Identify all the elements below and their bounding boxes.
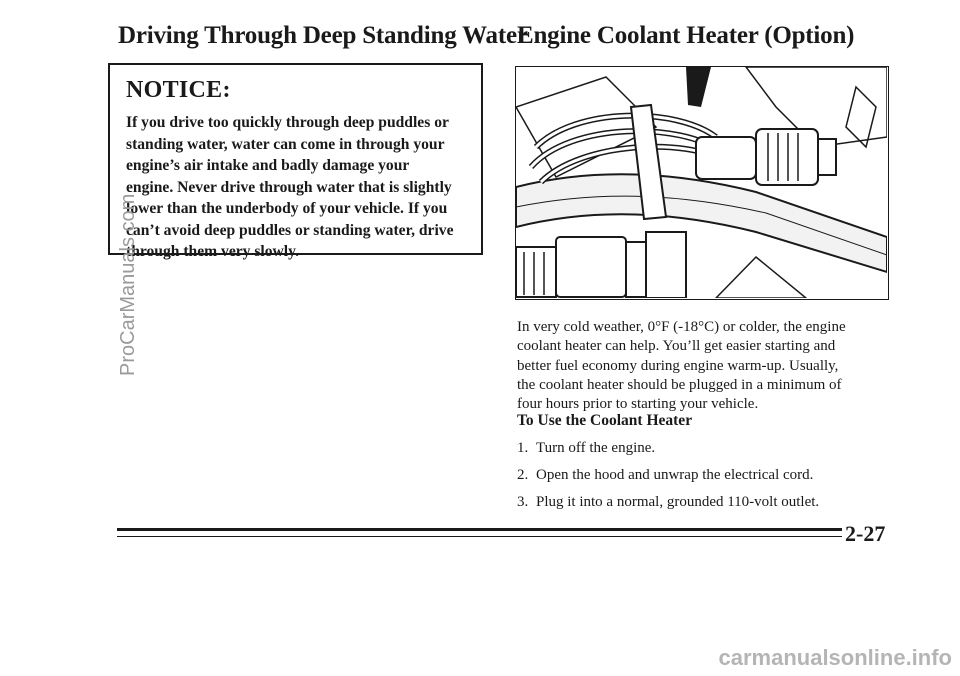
step-text: Turn off the engine. <box>536 440 656 456</box>
notice-line: can’t avoid deep puddles or standing water, drive <box>126 221 454 239</box>
notice-line: engine. Never drive through water that is slightly <box>126 178 452 196</box>
list-item <box>517 467 819 494</box>
intro-line: coolant heater can help. You’ll get easier starting and <box>517 338 836 355</box>
notice-line: lower than the underbody of your vehicle. If you <box>126 200 448 217</box>
page-number: 2-27 <box>845 521 886 546</box>
intro-line: better fuel economy during engine warm-up. Usually, <box>517 357 839 374</box>
intro-line: four hours prior to starting your vehicle. <box>517 396 759 413</box>
intro-line: In very cold weather, 0°F (-18°C) or colder, the engine <box>517 319 846 335</box>
section-heading-deep-water: Driving Through Deep Standing Water <box>118 22 528 49</box>
notice-line: standing water, water can come in through your <box>126 135 445 153</box>
notice-line: engine’s air intake and badly damage your <box>126 157 410 174</box>
step-text: Open the hood and unwrap the electrical cord. <box>536 467 814 483</box>
coolant-heater-subheading: To Use the Coolant Heater <box>517 412 693 429</box>
bottom-watermark: carmanualsonline.info <box>718 645 952 670</box>
step-text: Plug it into a normal, grounded 110-volt outlet. <box>536 494 820 510</box>
notice-line: through them very slowly. <box>126 243 299 260</box>
notice-line: If you drive too quickly through deep puddles or <box>126 114 449 131</box>
step-number: 3. <box>517 494 529 510</box>
footer-rule-thin <box>117 536 842 537</box>
notice-body <box>126 112 471 263</box>
section-heading-coolant-heater: Engine Coolant Heater (Option) <box>517 22 855 49</box>
notice-box <box>108 63 483 260</box>
step-number: 1. <box>517 440 529 456</box>
footer-rule-thick <box>117 528 842 531</box>
coolant-heater-cord-drawing <box>516 67 887 298</box>
coolant-heater-intro <box>517 318 892 414</box>
coolant-heater-illustration <box>515 66 889 300</box>
side-watermark: ProCarManuals.com <box>117 193 139 376</box>
list-item <box>517 440 819 467</box>
notice-title: NOTICE: <box>126 77 231 103</box>
list-item <box>517 494 819 521</box>
step-number: 2. <box>517 467 529 483</box>
intro-line: the coolant heater should be plugged in a minimum of <box>517 376 842 393</box>
coolant-heater-steps <box>517 440 819 521</box>
